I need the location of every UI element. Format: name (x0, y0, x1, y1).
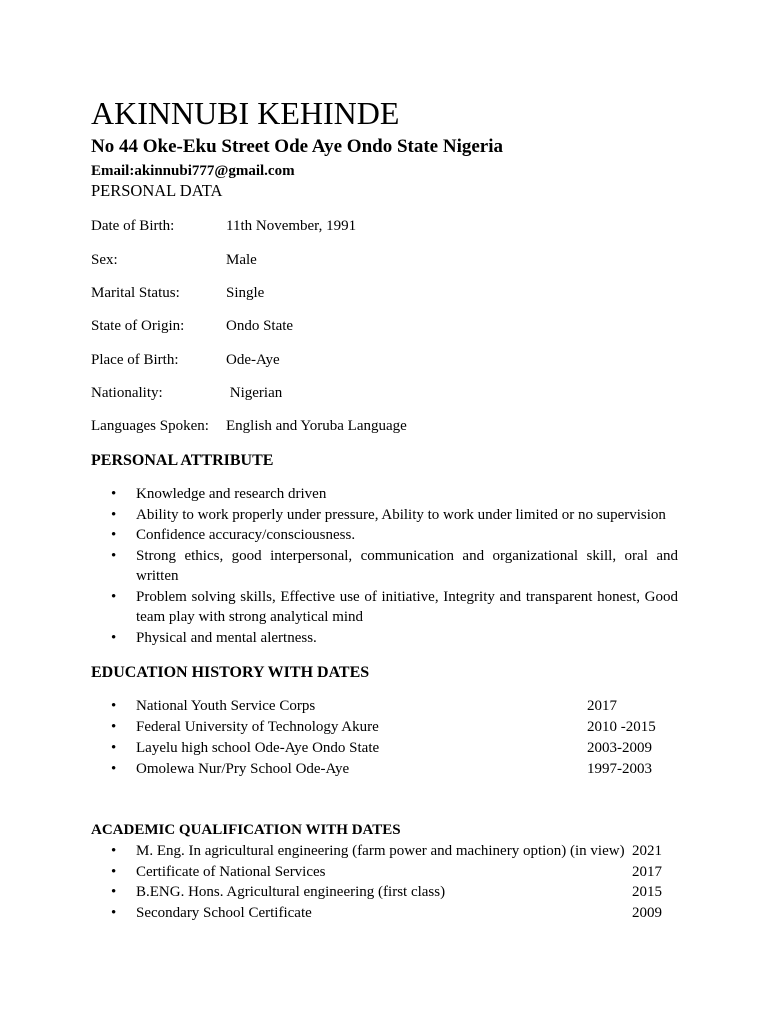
bullet-icon: • (111, 843, 117, 859)
education-year: 2017 (587, 698, 617, 714)
pd-value: Male (226, 252, 257, 268)
pd-value: Ondo State (226, 318, 294, 334)
qualification-year: 2021 (632, 843, 662, 859)
qualification-title: M. Eng. In agricultural engineering (farm power and machinery option) (in view) (136, 843, 625, 859)
education-row (91, 717, 681, 738)
qualification-row (91, 882, 681, 903)
education-row (91, 696, 681, 717)
personal-data-row (91, 216, 681, 236)
list-item (91, 484, 678, 505)
education-heading: EDUCATION HISTORY WITH DATES (91, 664, 370, 681)
bullet-icon: • (111, 740, 117, 756)
qualification-row (91, 862, 681, 883)
personal-data-row (91, 316, 681, 336)
bullet-icon: • (111, 588, 117, 605)
list-item (91, 628, 678, 649)
list-item-text: Physical and mental alertness. (136, 629, 317, 646)
bullet-icon: • (111, 864, 117, 880)
address: No 44 Oke-Eku Street Ode Aye Ondo State Nigeria (91, 136, 503, 157)
education-year: 1997-2003 (587, 761, 652, 777)
list-item (91, 525, 678, 546)
personal-data-row (91, 350, 681, 370)
list-item-text: Problem solving skills, Effective use of initiative, Integrity and transparent honest, Good team play with strong analytical mind (136, 588, 678, 625)
pd-value: Ode-Aye (226, 352, 280, 368)
bullet-icon: • (111, 547, 117, 564)
applicant-name: AKINNUBI KEHINDE (91, 95, 400, 131)
resume-page (91, 0, 681, 1024)
education-institution: National Youth Service Corps (136, 698, 316, 714)
qualification-year: 2009 (632, 905, 662, 921)
education-institution: Omolewa Nur/Pry School Ode-Aye (136, 761, 350, 777)
bullet-icon: • (111, 486, 117, 502)
list-item-text: Knowledge and research driven (136, 486, 327, 502)
education-row (91, 738, 681, 759)
email: Email:akinnubi777@gmail.com (91, 163, 295, 179)
personal-data-row (91, 283, 681, 303)
qualifications-heading: ACADEMIC QUALIFICATION WITH DATES (91, 822, 401, 838)
qualification-row (91, 841, 681, 862)
pd-label: Place of Birth: (91, 352, 179, 368)
pd-label: Marital Status: (91, 285, 180, 301)
bullet-icon: • (111, 905, 117, 921)
bullet-icon: • (111, 761, 117, 777)
bullet-icon: • (111, 527, 117, 543)
attributes-list (91, 484, 678, 648)
bullet-icon: • (111, 719, 117, 735)
bullet-icon: • (111, 629, 117, 646)
list-item (91, 587, 678, 628)
education-year: 2003-2009 (587, 740, 652, 756)
education-institution: Layelu high school Ode-Aye Ondo State (136, 740, 380, 756)
pd-label: State of Origin: (91, 318, 185, 334)
pd-label: Date of Birth: (91, 218, 175, 234)
list-item (91, 546, 678, 587)
pd-label: Sex: (91, 252, 118, 268)
qualification-title: Secondary School Certificate (136, 905, 312, 921)
attributes-heading: PERSONAL ATTRIBUTE (91, 452, 274, 469)
list-item-text: Ability to work properly under pressure, Ability to work under limited or no supervision (136, 506, 666, 523)
pd-value: Single (226, 285, 265, 301)
qualification-year: 2017 (632, 864, 662, 880)
qualification-year: 2015 (632, 884, 662, 900)
qualification-row (91, 903, 681, 924)
personal-data-row (91, 416, 681, 436)
list-item (91, 505, 678, 526)
pd-value: English and Yoruba Language (226, 418, 407, 434)
pd-label: Nationality: (91, 385, 163, 401)
pd-value: Nigerian (226, 385, 283, 401)
personal-data-row (91, 250, 681, 270)
qualification-title: Certificate of National Services (136, 864, 326, 880)
bullet-icon: • (111, 884, 117, 900)
list-item-text: Confidence accuracy/consciousness. (136, 527, 356, 543)
education-year: 2010 -2015 (587, 719, 656, 735)
pd-label: Languages Spoken: (91, 418, 209, 434)
list-item-text: Strong ethics, good interpersonal, communication and organizational skill, oral and written (136, 547, 678, 584)
bullet-icon: • (111, 506, 117, 523)
personal-data-row (91, 383, 681, 403)
pd-value: 11th November, 1991 (226, 218, 357, 234)
education-institution: Federal University of Technology Akure (136, 719, 379, 735)
personal-data-heading: PERSONAL DATA (91, 181, 223, 200)
bullet-icon: • (111, 698, 117, 714)
education-row (91, 759, 681, 780)
qualification-title: B.ENG. Hons. Agricultural engineering (first class) (136, 884, 446, 900)
